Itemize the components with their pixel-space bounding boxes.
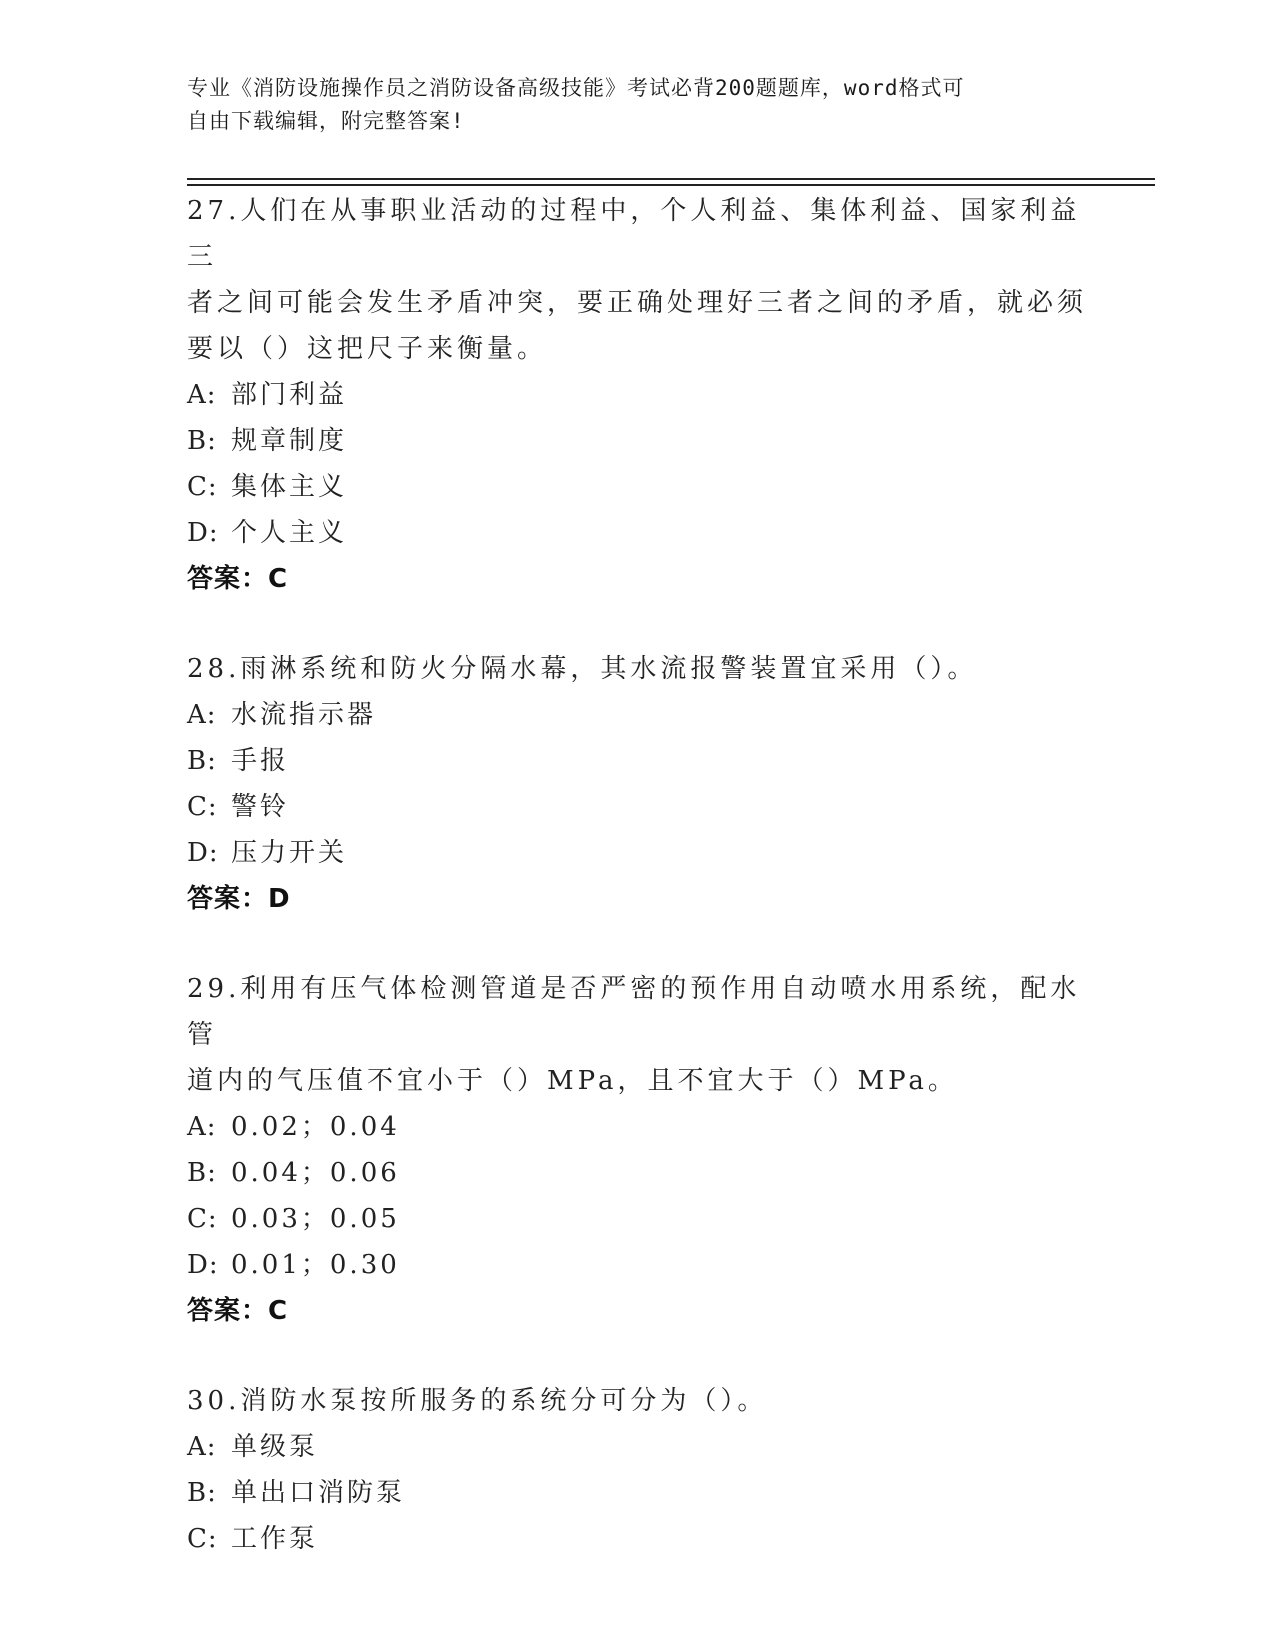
option-key: B: [187, 1158, 217, 1188]
answer-line: 答案：C [187, 1296, 289, 1326]
option-key: C: [187, 1204, 218, 1234]
option-a [187, 692, 1087, 738]
option-text: 部门利益 [231, 380, 348, 410]
header-divider-top [187, 178, 1155, 180]
option-b [187, 1150, 1087, 1196]
option-text: 警铃 [231, 792, 290, 822]
document-header [187, 72, 1067, 138]
option-d [187, 510, 1087, 556]
header-line-2: 自由下载编辑，附完整答案! [187, 109, 465, 133]
option-text: 规章制度 [231, 426, 348, 456]
answer-line: 答案：D [187, 884, 291, 914]
option-key: A: [187, 380, 217, 410]
option-a [187, 372, 1087, 418]
option-key: C: [187, 472, 218, 502]
option-c [187, 784, 1087, 830]
option-key: D: [187, 1250, 219, 1280]
header-divider-bottom [187, 184, 1155, 186]
option-text: 集体主义 [231, 472, 348, 502]
option-c [187, 1516, 1087, 1562]
question-text-line: 30.消防水泵按所服务的系统分可分为（）。 [187, 1386, 768, 1416]
question-29 [187, 966, 1087, 1334]
option-text: 0.04；0.06 [231, 1158, 400, 1188]
option-text: 手报 [231, 746, 290, 776]
option-text: 单出口消防泵 [231, 1478, 406, 1508]
option-key: A: [187, 1112, 217, 1142]
question-text-line: 28.雨淋系统和防火分隔水幕，其水流报警装置宜采用（）。 [187, 654, 978, 684]
option-d [187, 1242, 1087, 1288]
option-key: D: [187, 518, 219, 548]
option-key: A: [187, 1432, 217, 1462]
option-key: C: [187, 792, 218, 822]
option-key: C: [187, 1524, 218, 1554]
option-key: B: [187, 746, 217, 776]
option-text: 水流指示器 [231, 700, 377, 730]
option-a [187, 1104, 1087, 1150]
option-text: 个人主义 [231, 518, 348, 548]
question-27 [187, 188, 1087, 602]
option-key: A: [187, 700, 217, 730]
question-text-line: 道内的气压值不宜小于（）MPa，且不宜大于（）MPa。 [187, 1066, 958, 1096]
option-d [187, 830, 1087, 876]
option-b [187, 738, 1087, 784]
option-a [187, 1424, 1087, 1470]
option-text: 工作泵 [231, 1524, 319, 1554]
question-28 [187, 646, 1087, 922]
option-c [187, 464, 1087, 510]
answer-line: 答案：C [187, 564, 289, 594]
option-key: B: [187, 426, 217, 456]
question-text-line: 29.利用有压气体检测管道是否严密的预作用自动喷水用系统，配水管 [187, 974, 1081, 1050]
option-text: 0.02；0.04 [231, 1112, 400, 1142]
question-text-line: 27.人们在从事职业活动的过程中，个人利益、集体利益、国家利益三 [187, 196, 1081, 272]
question-30 [187, 1378, 1087, 1562]
option-text: 0.01；0.30 [231, 1250, 400, 1280]
option-b [187, 1470, 1087, 1516]
question-list [187, 188, 1087, 1606]
option-key: D: [187, 838, 219, 868]
option-key: B: [187, 1478, 217, 1508]
option-text: 0.03；0.05 [231, 1204, 400, 1234]
question-text-line: 要以（）这把尺子来衡量。 [187, 334, 548, 364]
option-c [187, 1196, 1087, 1242]
option-b [187, 418, 1087, 464]
option-text: 单级泵 [231, 1432, 319, 1462]
option-text: 压力开关 [231, 838, 348, 868]
question-text-line: 者之间可能会发生矛盾冲突，要正确处理好三者之间的矛盾，就必须 [187, 288, 1088, 318]
header-line-1: 专业《消防设施操作员之消防设备高级技能》考试必背200题题库，word格式可 [187, 76, 965, 100]
